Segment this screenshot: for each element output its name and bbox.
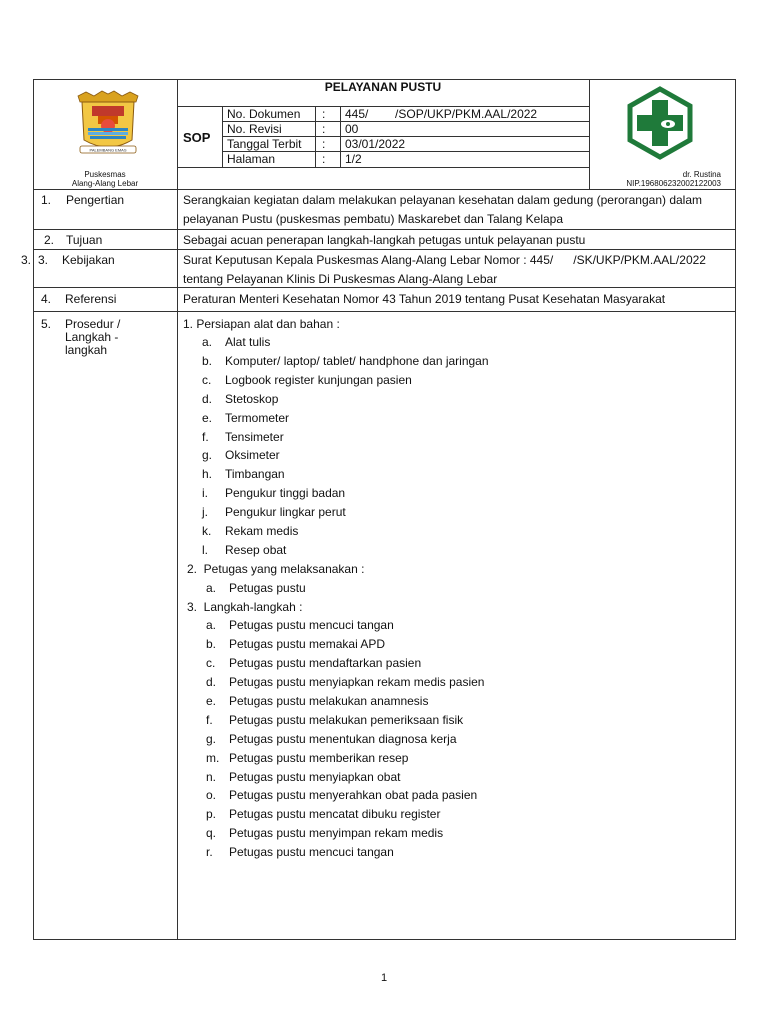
document-page: PALEMBANG EMAS Puskesmas Alang-Alang Lebar PELAYANAN PUSTU SOP No. Dokumen : 445/ /SOP/UKP/PKM.AAL/2022 No. Revisi : 00 Tanggal Terbit : 03/01/2022 Halaman : 1/2 dr. Rustina NIP.196806232002122003 1. Pengertian Serangkaian kegiatan dalam melakukan pelayanan kesehatan dalam gedung (perorangan) dalam pelayanan Pustu (puskesmas pembatu) Maskarebet dan Talang Kelapa 2. Tujuan Sebagai acuan penerapan langkah-langkah petugas untuk pelayanan pustu 3. 3. Kebijakan Surat Keputusan Kepala Puskesmas Alang-Alang Lebar Nomor : 445/ /SK/UKP/PKM.AAL/2022 tentang Pelayanan Klinis Di Puskesmas Alang-Alang Lebar 4. Referensi Peraturan Menteri Kesehatan Nomor 43 Tahun 2019 tentang Pusat Kesehatan Masyarakat 5. Prosedur / Langkah - langkah 1. Persiapan alat dan bahan : a. Alat tulis b. Komputer/ laptop/ tablet/ handphone dan jaringan c. Logbook register kunjungan pasien d. Stetoskop e. Termometer f. Tensimeter g. Oksimeter h. Timbangan i. Pengukur tinggi badan j. Pengukur lingkar perut k. Rekam medis l. Resep obat 2. Petugas yang melaksanakan : a. Petugas pustu 3. Langkah-langkah : a. Petugas pustu mencuci tangan b. Petugas pustu memakai APD c. Petugas pustu mendaftarkan pasien d. Petugas pustu menyiapkan rekam medis pasien e. Petugas pustu melakukan anamnesis f. Petugas pustu melakukan pemeriksaan fisik g. Petugas pustu menentukan diagnosa kerja m. Petugas pustu memberikan resep n. Petugas pustu menyiapkan obat o. Petugas pustu menyerahkan obat pada pasien p. Petugas pustu mencatat dibuku register q. Petugas pustu menyimpan rekam medis r. Petugas pustu mencuci tangan 1 bbox=[0, 0, 768, 1024]
section-label-referensi: Referensi bbox=[65, 292, 117, 306]
referensi-text: Peraturan Menteri Kesehatan Nomor 43 Tahun 2019 tentang Pusat Kesehatan Masyarakat bbox=[183, 292, 666, 306]
meta-label-revision: No. Revisi bbox=[227, 122, 282, 136]
meta-row-line-4 bbox=[177, 167, 589, 168]
page-title: PELAYANAN PUSTU bbox=[324, 80, 442, 94]
section-number: 2. bbox=[44, 233, 55, 247]
section-label-tujuan: Tujuan bbox=[66, 233, 103, 247]
meta-row-line-3 bbox=[222, 151, 589, 152]
pengertian-text-line-2: pelayanan Pustu (puskesmas pembatu) Maskarebet dan Talang Kelapa bbox=[183, 212, 564, 226]
section-number: 3. bbox=[38, 253, 49, 267]
signer-name: dr. Rustina bbox=[682, 170, 721, 179]
meta-value-revision: 00 bbox=[345, 122, 359, 136]
org-name-line-1: Puskesmas bbox=[84, 170, 126, 179]
meta-value-page: 1/2 bbox=[345, 152, 362, 166]
section-number: 1. bbox=[41, 193, 52, 207]
procedure-group-title-1: 1. Persiapan alat dan bahan : bbox=[183, 317, 340, 331]
header-bottom-line bbox=[33, 189, 736, 190]
section-outer-number: 3. bbox=[21, 253, 32, 267]
kebijakan-text-line-1: Surat Keputusan Kepala Puskesmas Alang-Alang Lebar Nomor : 445/ /SK/UKP/PKM.AAL/2022 bbox=[183, 253, 706, 267]
meta-label-page: Halaman bbox=[227, 152, 276, 166]
section-label-kebijakan: Kebijakan bbox=[62, 253, 115, 267]
row-line-tujuan bbox=[33, 249, 736, 250]
table-bottom-border bbox=[33, 939, 736, 940]
row-line-kebijakan bbox=[33, 287, 736, 288]
meta-sep: : bbox=[322, 107, 326, 121]
table-left-border bbox=[33, 79, 34, 940]
procedure-group-title-3: 3. Langkah-langkah : bbox=[187, 600, 303, 614]
section-number: 5. bbox=[41, 317, 52, 331]
puskesmas-cross-logo bbox=[623, 86, 697, 160]
meta-sep: : bbox=[322, 137, 326, 151]
section-label-pengertian: Pengertian bbox=[66, 193, 125, 207]
row-line-pengertian bbox=[33, 229, 736, 230]
page-number: 1 bbox=[380, 972, 388, 984]
table-column-divider bbox=[177, 79, 178, 940]
section-label-prosedur-line-2: Langkah - bbox=[65, 330, 119, 344]
section-label-prosedur-line-3: langkah bbox=[65, 343, 108, 357]
meta-label-issue-date: Tanggal Terbit bbox=[227, 137, 302, 151]
tujuan-text: Sebagai acuan penerapan langkah-langkah petugas untuk pelayanan pustu bbox=[183, 233, 586, 247]
section-label-prosedur-line-1: Prosedur / bbox=[65, 317, 121, 331]
logo-banner-text: PALEMBANG EMAS bbox=[89, 147, 127, 153]
meta-sep: : bbox=[322, 122, 326, 136]
row-line-referensi bbox=[33, 311, 736, 312]
meta-value-document-number: 445/ /SOP/UKP/PKM.AAL/2022 bbox=[345, 107, 538, 121]
signer-nip: NIP.196806232002122003 bbox=[626, 179, 721, 188]
city-emblem-logo bbox=[72, 88, 144, 162]
table-right-border bbox=[735, 79, 736, 940]
pengertian-text-line-1: Serangkaian kegiatan dalam melakukan pelayanan kesehatan dalam gedung (perorangan) dalam bbox=[183, 193, 703, 207]
org-name-line-2: Alang-Alang Lebar bbox=[71, 179, 139, 188]
section-number: 4. bbox=[41, 292, 52, 306]
procedure-group-title-2: 2. Petugas yang melaksanakan : bbox=[187, 562, 365, 576]
meta-sep: : bbox=[322, 152, 326, 166]
kebijakan-text-line-2: tentang Pelayanan Klinis Di Puskesmas Alang-Alang Lebar bbox=[183, 272, 498, 286]
sop-label: SOP bbox=[183, 130, 211, 145]
meta-label-document-number: No. Dokumen bbox=[227, 107, 301, 121]
meta-value-issue-date: 03/01/2022 bbox=[345, 137, 406, 151]
